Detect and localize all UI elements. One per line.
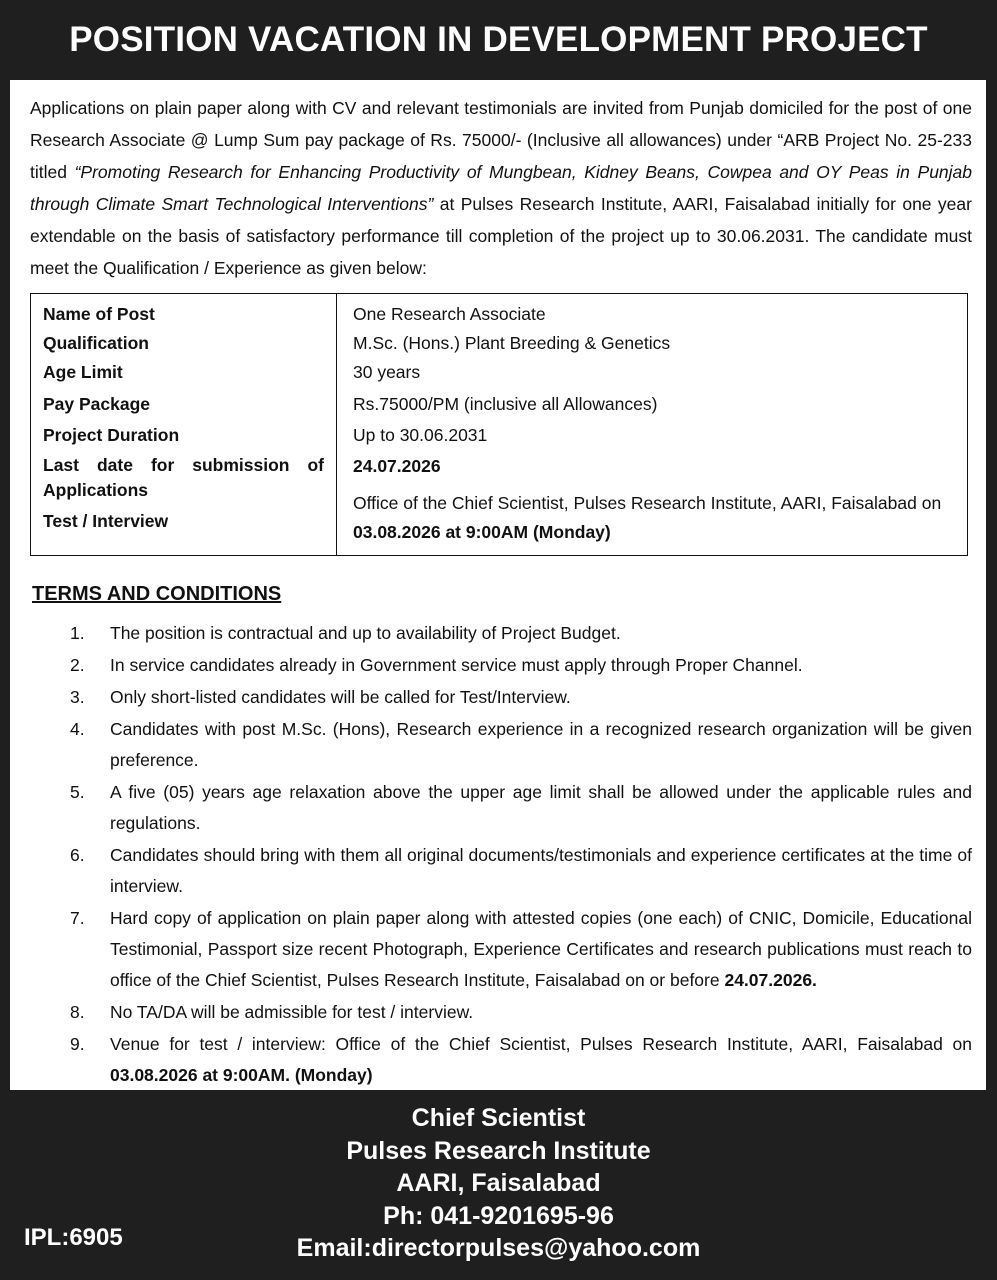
- item-text-main: Venue for test / interview: Office of the Chief Scientist, Pulses Research Institute, AARI, Faisalabad on: [110, 1034, 972, 1054]
- list-item: [30, 618, 972, 649]
- item-number: 6.: [70, 845, 85, 865]
- institute-name: Pulses Research Institute: [346, 1136, 651, 1165]
- value-test-time: 03.08.2026 at 9:00AM (Monday): [353, 522, 611, 542]
- list-item: [30, 682, 972, 713]
- footer: [0, 1090, 997, 1280]
- label-last-date: Last date for submission of: [43, 455, 324, 475]
- list-item: [30, 903, 972, 996]
- list-item: [30, 1029, 972, 1091]
- list-item: [30, 650, 972, 681]
- details-labels: [31, 294, 337, 556]
- label-last-date-2: Applications: [43, 480, 149, 500]
- ipl-number: IPL:6905: [24, 1224, 123, 1251]
- item-text: Only short-listed candidates will be called for Test/Interview.: [110, 687, 571, 707]
- label-pay: Pay Package: [43, 394, 151, 414]
- item-number: 5.: [70, 782, 85, 802]
- list-item: [30, 714, 972, 776]
- item-number: 1.: [70, 623, 85, 643]
- list-item: [30, 997, 972, 1028]
- email-address: Email:directorpulses@yahoo.com: [296, 1234, 701, 1262]
- item-text: No TA/DA will be admissible for test / interview.: [110, 1002, 474, 1022]
- item-text: [110, 1029, 972, 1091]
- label-post: Name of Post: [43, 304, 155, 324]
- value-qualification: M.Sc. (Hons.) Plant Breeding & Genetics: [353, 333, 671, 353]
- label-test: Test / Interview: [43, 511, 169, 531]
- item-text: [110, 903, 972, 996]
- item-text: In service candidates already in Government service must apply through Proper Channel.: [110, 655, 803, 675]
- item-number: 7.: [70, 908, 85, 928]
- item-number: 4.: [70, 719, 85, 739]
- intro-text-1: Applications on plain paper along with CV and relevant testimonials are invited from Punjab domiciled for the post of one Research Associate @ Lump Sum pay package of Rs. 75000/- (Inclusive all allowances) under “ARB Project No. 25-233 titled: [30, 98, 972, 182]
- value-post: One Research Associate: [353, 304, 546, 324]
- value-pay: Rs.75000/PM (inclusive all Allowances): [353, 394, 658, 414]
- institute-location: AARI, Faisalabad: [396, 1169, 601, 1197]
- item-number: 2.: [70, 655, 85, 675]
- item-number: 9.: [70, 1034, 85, 1054]
- list-item: [30, 840, 972, 902]
- item-number: 3.: [70, 687, 85, 707]
- phone-number: Ph: 041-9201695-96: [383, 1201, 614, 1230]
- intro-paragraph: [30, 92, 972, 284]
- item-text-main: Hard copy of application on plain paper along with attested copies (one each) of CNIC, Domicile, Educational Testimonial, Passport size recent Photograph, Experience Certificates and research publications must reach to office of the Chief Scientist, Pulses Research Institute, Faisalabad on or before: [110, 908, 972, 990]
- project-title: “Promoting Research for Enhancing Productivity of Mungbean, Kidney Beans, Cowpea and OY Peas in Punjab through Climate Smart Technological Interventions”: [30, 162, 973, 214]
- item-number: 8.: [70, 1002, 85, 1022]
- value-test-place: Office of the Chief Scientist, Pulses Research Institute, AARI, Faisalabad on: [353, 493, 942, 513]
- label-qualification: Qualification: [43, 333, 149, 353]
- terms-list: [30, 618, 972, 1092]
- item-text: A five (05) years age relaxation above the upper age limit shall be allowed under the applicable rules and regulations.: [110, 782, 972, 833]
- post-details-table: [30, 293, 968, 556]
- page-header: [0, 0, 997, 80]
- value-duration: Up to 30.06.2031: [353, 425, 488, 445]
- page-title: POSITION VACATION IN DEVELOPMENT PROJECT: [69, 20, 928, 59]
- label-duration: Project Duration: [43, 425, 180, 445]
- list-item: [30, 777, 972, 839]
- value-age: 30 years: [353, 362, 421, 382]
- details-values: [337, 294, 968, 556]
- value-last-date: 24.07.2026: [353, 456, 441, 476]
- item-text: Candidates should bring with them all original documents/testimonials and experience certificates at the time of interview.: [110, 845, 972, 896]
- label-age: Age Limit: [43, 362, 123, 382]
- signature-block: [0, 1102, 997, 1265]
- item-venue-time: 03.08.2026 at 9:00AM. (Monday): [110, 1065, 373, 1085]
- intro-text-2: at Pulses Research Institute, AARI, Faisalabad initially for one year extendable on the basis of satisfactory performance till completion of the project up to 30.06.2031. The candidate must meet the Qualification / Experience as given below:: [30, 194, 972, 278]
- terms-heading: TERMS AND CONDITIONS: [32, 583, 282, 605]
- item-deadline: 24.07.2026.: [724, 970, 817, 990]
- item-text: The position is contractual and up to availability of Project Budget.: [110, 623, 621, 643]
- signatory-title: Chief Scientist: [411, 1104, 586, 1132]
- advertisement-body: [10, 80, 986, 1090]
- item-text: Candidates with post M.Sc. (Hons), Research experience in a recognized research organization will be given preference.: [110, 719, 972, 770]
